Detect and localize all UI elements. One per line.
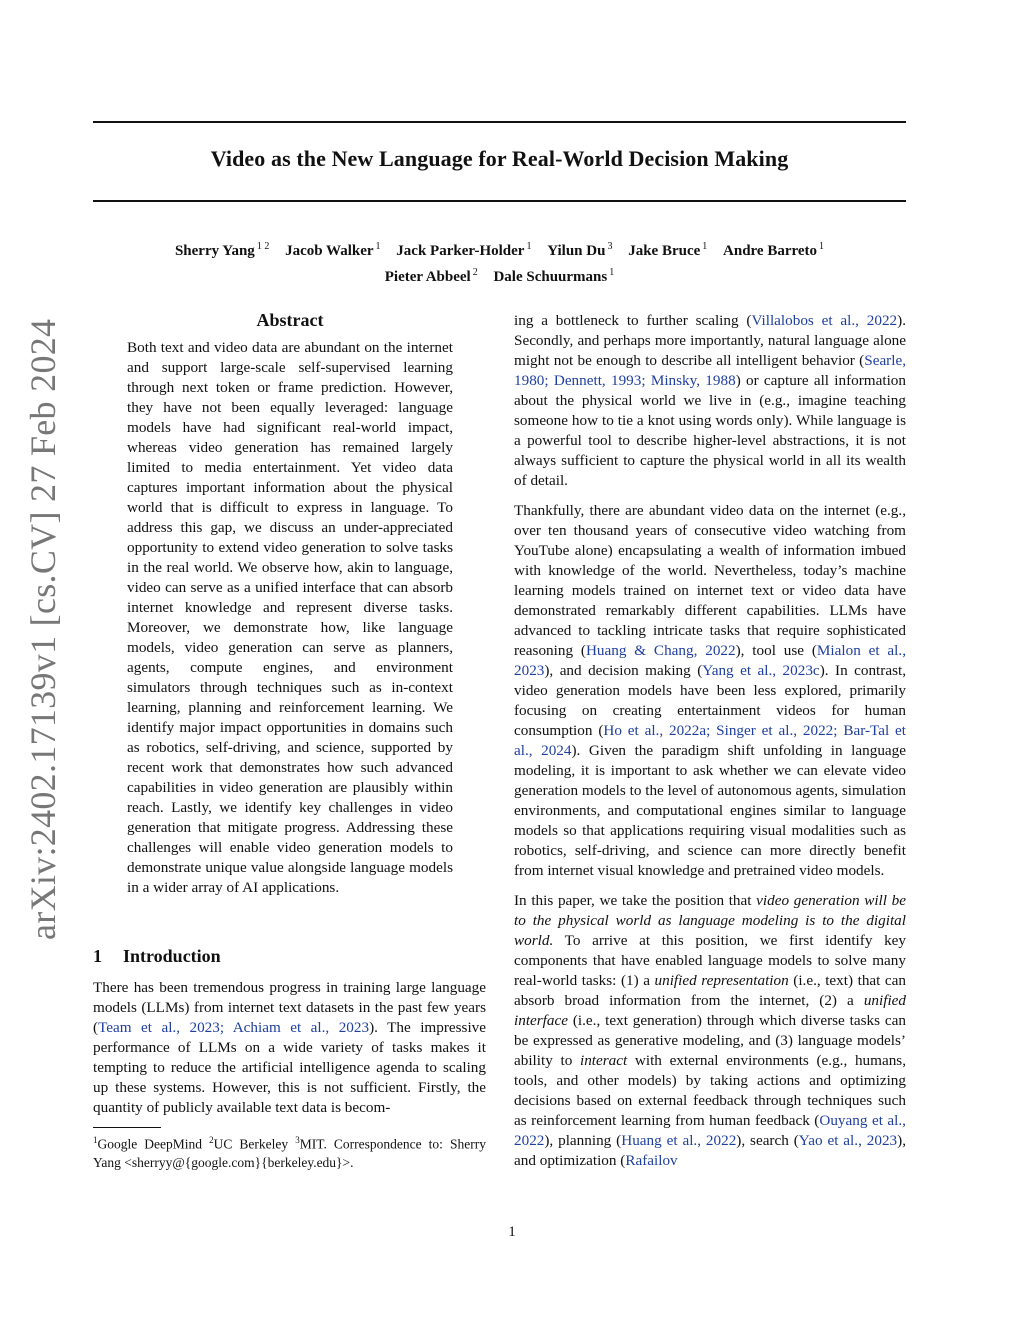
title-rule-top bbox=[93, 121, 906, 123]
abstract-section bbox=[127, 308, 453, 908]
title-rule-bottom bbox=[93, 200, 906, 202]
author: Andre Barreto $^1$ bbox=[723, 241, 825, 259]
body-paragraph: Thankfully, there are abundant video data on the internet (e.g., over ten thousand years of consecutive video watching from YouTube alone) encapsulating a wealth of information imbued with knowledge of the world. Nevertheless, today’s machine learning models trained on internet text or video data have demonstrated remarkably different capabilities. LLMs have advanced to tackling intricate tasks that require sophisticated reasoning (Huang & Chang, 2022), tool use (Mialon et al., 2023), and decision making (Yang et al., 2023c). In contrast, video generation models have been less explored, primarily focusing on creating entertainment videos for human consumption (Ho et al., 2022a; Singer et al., 2022; Bar-Tal et al., 2024). Given the paradigm shift unfolding in language modeling, it is important to ask whether we can elevate video generation models to the level of autonomous agents, simulation environments, and computational engines similar to language models so that applications requiring visual modalities such as robotics, self-driving, and science can more directly benefit from internet visual knowledge and pretrained video models. bbox=[514, 502, 907, 879]
citation-link[interactable]: Searle, 1980; Dennett, 1993; Minsky, 1988 bbox=[514, 352, 906, 389]
author: Dale Schuurmans $^1$ bbox=[493, 267, 615, 285]
author-line-1 bbox=[93, 236, 906, 262]
citation-link[interactable]: Ouyang et al., 2022 bbox=[514, 1112, 906, 1149]
citation-link[interactable]: Huang et al., 2022 bbox=[621, 1132, 737, 1149]
citation-link[interactable]: Team et al., 2023; Achiam et al., 2023 bbox=[98, 1019, 370, 1036]
body-paragraph: ing a bottleneck to further scaling (Villalobos et al., 2022). Secondly, and perhaps more importantly, natural language alone might not be enough to describe all intelligent behavior (Searle, 1980; Dennett, 1993; Minsky, 1988) or capture all information about the physical world we live in (e.g., imagine teaching someone how to tie a knot using words only). While language is a powerful tool to describe higher-level abstractions, it is not always sufficient to capture the physical world in all its wealth of detail. bbox=[514, 312, 906, 489]
author-line-2 bbox=[93, 262, 906, 288]
intro-paragraph: There has been tremendous progress in training large language models (LLMs) from internet text datasets in the past few years (Team et al., 2023; Achiam et al., 2023). The impressive performance of LLMs on a wide variety of tasks makes it tempting to reduce the artificial intelligence agenda to scaling up these systems. However, this is not sufficient. Firstly, the quantity of publicly available text data is becom- bbox=[93, 979, 487, 1116]
body-paragraph: In this paper, we take the position that video generation will be to the physical world as language modeling is to the digital world. To arrive at this position, we first identify key components that have enabled language models to solve many real-world tasks: (1) a unified representation (i.e., text) that can absorb broad information from the internet, (2) a unified interface (i.e., text generation) through which diverse tasks can be expressed as generative modeling, and (3) language models’ ability to interact with external environments (e.g., humans, tools, and other models) by taking actions and optimizing decisions based on external feedback through techniques such as reinforcement learning from human feedback (Ouyang et al., 2022), planning (Huang et al., 2022), search (Yao et al., 2023), and optimization (Rafailov bbox=[514, 892, 907, 1169]
paper-title: Video as the New Language for Real-World Decision Making bbox=[210, 146, 789, 171]
page-number: 1 bbox=[508, 1224, 516, 1240]
author: Jacob Walker $^1$ bbox=[285, 241, 381, 259]
citation-link[interactable]: Mialon et al., 2023 bbox=[514, 642, 906, 679]
citation-link[interactable]: Yao et al., 2023 bbox=[798, 1132, 898, 1149]
citation-link[interactable]: Ho et al., 2022a; Singer et al., 2022; Bar-Tal et al., 2024 bbox=[514, 722, 906, 759]
section-heading: 1 Introduction bbox=[93, 946, 221, 966]
citation-link[interactable]: Villalobos et al., 2022 bbox=[751, 312, 898, 329]
right-column bbox=[514, 311, 906, 1181]
abstract-heading: Abstract bbox=[256, 310, 324, 330]
abstract-text: Both text and video data are abundant on the internet and support large-scale self-supervised learning through next token or frame prediction. However, they have not been equally leveraged: language models have had significant real-world impact, whereas video generation has remained largely limited to media entertainment. Yet video data captures important information about the physical world that is difficult to express in language. To address this gap, we discuss an under-appreciated opportunity to extend video generation to solve tasks in the real world. We observe how, akin to language, video can serve as a unified interface that can absorb internet knowledge and represent diverse tasks. Moreover, we demonstrate how, like language models, video generation can serve as planners, agents, compute engines, and environment simulators through techniques such as in-context learning, planning and reinforcement learning. We identify major impact opportunities in domains such as robotics, self-driving, and science, supported by recent work that demonstrates how such advanced capabilities in video generation are plausibly within reach. Lastly, we identify key challenges in video generation that mitigate progress. Addressing these challenges will enable video generation models to demonstrate unique value alongside language models in a wider array of AI applications. bbox=[127, 339, 453, 896]
author: Jack Parker-Holder $^1$ bbox=[396, 241, 532, 259]
footnote-rule bbox=[93, 1127, 161, 1128]
citation-link[interactable]: Huang & Chang, 2022 bbox=[585, 642, 736, 659]
citation-link[interactable]: Rafailov bbox=[625, 1152, 678, 1169]
affiliations-footnote: $^1$Google DeepMind $^2$UC Berkeley $^3$MIT. Correspondence to: Sherry Yang <sherryy@{google.com}{berkeley.edu}>. bbox=[93, 1135, 486, 1170]
introduction-section bbox=[93, 944, 486, 1128]
author-list bbox=[93, 236, 906, 288]
citation-link[interactable]: Yang et al., 2023c bbox=[702, 662, 820, 679]
author: Sherry Yang $^{1 2}$ bbox=[174, 241, 270, 259]
author: Pieter Abbeel $^2$ bbox=[384, 267, 478, 285]
author: Yilun Du $^3$ bbox=[547, 241, 613, 259]
author: Jake Bruce $^1$ bbox=[628, 241, 708, 259]
arxiv-identifier[interactable]: arXiv:2402.17139v1 [cs.CV] 27 Feb 2024 bbox=[23, 318, 63, 940]
